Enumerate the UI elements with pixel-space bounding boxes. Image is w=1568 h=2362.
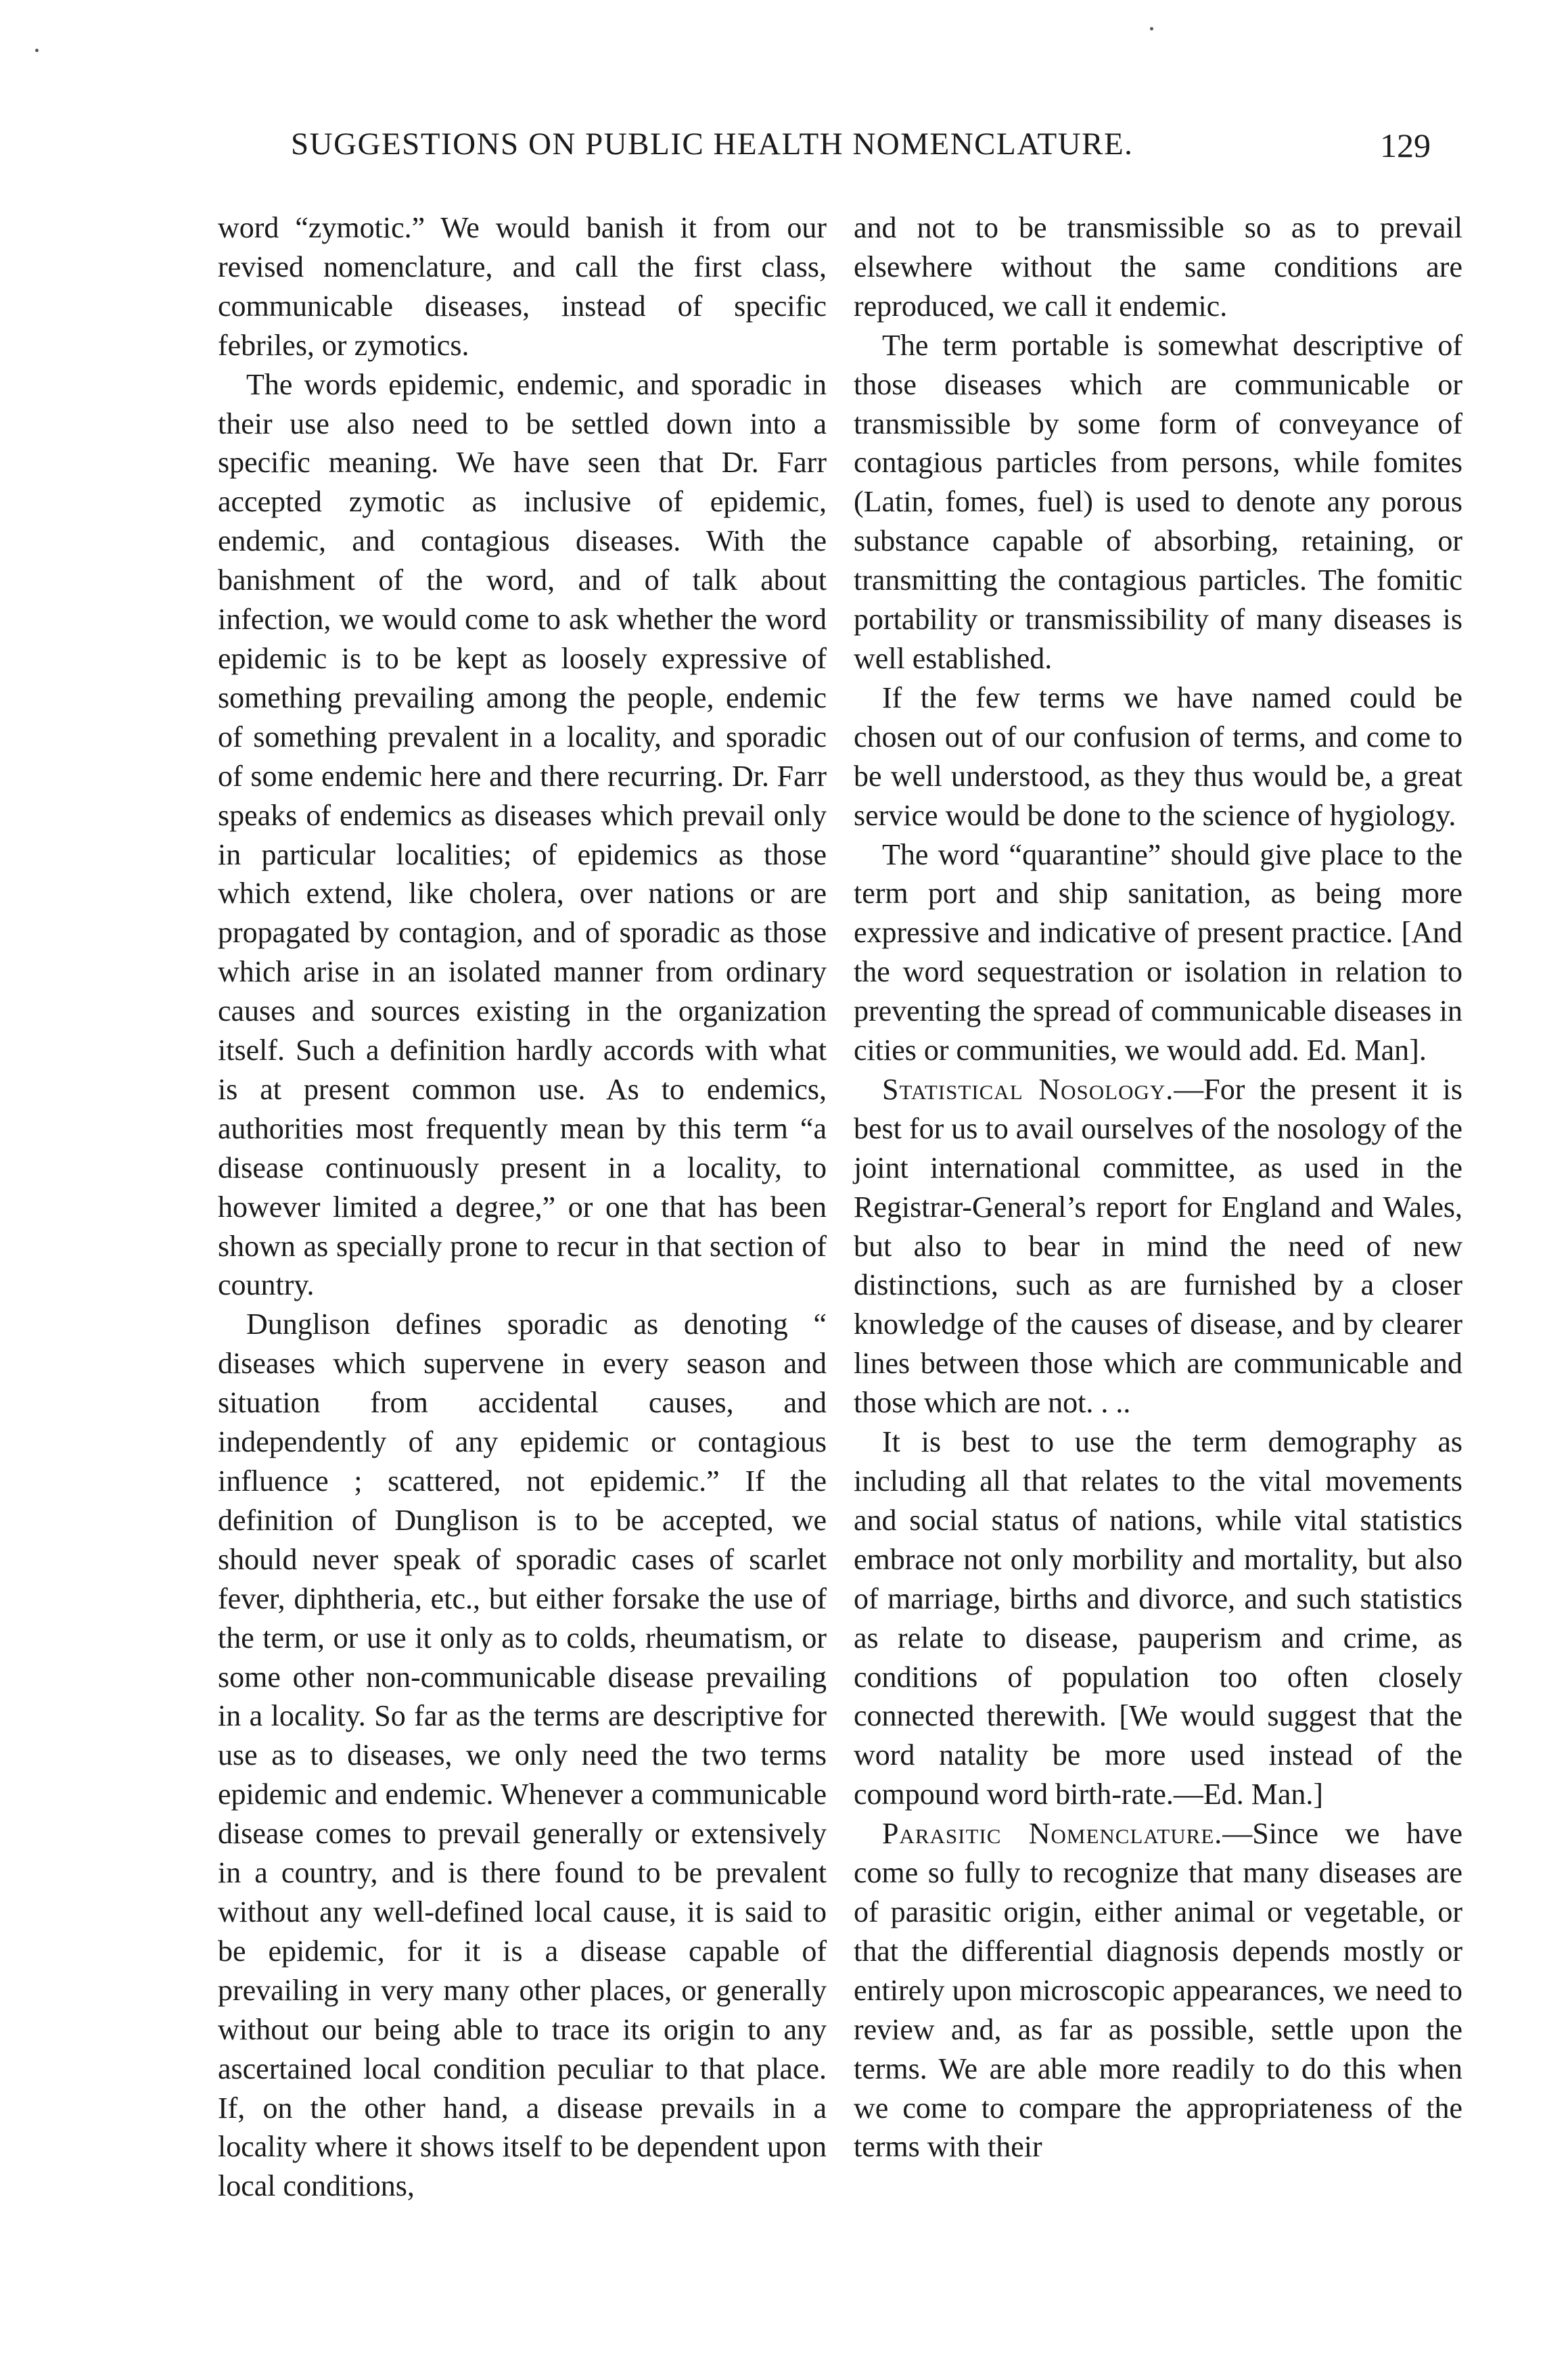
section-heading: Statistical Nosology. xyxy=(882,1072,1174,1106)
right-column xyxy=(854,208,1462,2167)
section-heading: Parasitic Nomenclature. xyxy=(882,1817,1223,1851)
running-title: SUGGESTIONS ON PUBLIC HEALTH NOMENCLATURE. xyxy=(291,126,1134,162)
section-body: —Since we have come so fully to recognize that many diseases are of parasitic origin, either animal or vegetable, or that the differential diagnosis depends mostly or entirely upon microscopic appearances, we need to review and, as far as possible, settle upon the terms. We are able more readily to do this when we come to compare the appropriateness of the terms with their xyxy=(854,1817,1462,2164)
left-column xyxy=(218,208,827,2206)
scan-speck xyxy=(1150,27,1153,30)
page-number: 129 xyxy=(1380,126,1431,164)
scan-speck xyxy=(35,49,39,52)
section-body: —For the present it is best for us to avail ourselves of the nosology of the joint international committee, as used in the Registrar-General’s report for England and Wales, but also to bear in mind the need of new distinctions, such as are furnished by a closer knowledge of the causes of disease, and by clearer lines between those which are communicable and those which are not. . .. xyxy=(854,1072,1463,1420)
paragraph: word “zymotic.” We would banish it from our revised nomenclature, and call the first class, communicable diseases, instead of specific febriles, or zymotics. xyxy=(218,211,827,362)
section-paragraph xyxy=(854,1070,1462,1422)
paragraph: Dunglison defines sporadic as denoting “ diseases which supervene in every season and situation from accidental causes, and independently of any epidemic or contagious influence ; scattered, not epidemic.” If the definition of Dunglison is to be accepted, we should never speak of sporadic cases of scarlet fever, diphtheria, etc., but either forsake the use of the term, or use it only as to colds, rheumatism, or some other non-communicable disease prevailing in a locality. So far as the terms are descriptive for use as to diseases, we only need the two terms epidemic and endemic. Whenever a communicable disease comes to prevail generally or extensively in a country, and is there found to be prevalent without any well-defined local cause, it is said to be epidemic, for it is a disease capable of prevailing in very many other places, or generally without our being able to trace its origin to any ascertained local condition peculiar to that place. If, on the other hand, a disease prevails in a locality where it shows itself to be dependent upon local conditions, xyxy=(218,1307,827,2203)
paragraph: If the few terms we have named could be chosen out of our confusion of terms, and come to be well understood, as they thus would be, a great service would be done to the science of hygiology. xyxy=(854,680,1462,832)
paragraph: and not to be transmissible so as to prevail elsewhere without the same conditions are reproduced, we call it endemic. xyxy=(854,211,1462,323)
section-paragraph xyxy=(854,1814,1462,2167)
paragraph: It is best to use the term demography as including all that relates to the vital movements and social status of nations, while vital statistics embrace not only morbility and mortality, but also of marriage, births and divorce, and such statistics as relate to disease, pauperism and crime, as conditions of population too often closely connected therewith. [We would suggest that the word natality be more used instead of the compound word birth-rate.—Ed. Man.] xyxy=(854,1425,1462,1811)
paragraph: The term portable is somewhat descriptive of those diseases which are communicable or transmissible by some form of conveyance of contagious particles from persons, while fomites (Latin, fomes, fuel) is used to denote any porous substance capable of absorbing, retaining, or transmitting the contagious particles. The fomitic portability or transmissibility of many diseases is well established. xyxy=(854,328,1462,675)
paragraph: The word “quarantine” should give place to the term port and ship sanitation, as being more expressive and indicative of present practice. [And the word sequestration or isolation in relation to preventing the spread of communicable diseases in cities or communities, we would add. Ed. Man]. xyxy=(854,837,1462,1067)
paragraph: The words epidemic, endemic, and sporadic in their use also need to be settled down into a specific meaning. We have seen that Dr. Farr accepted zymotic as inclusive of epidemic, endemic, and contagious diseases. With the banishment of the word, and of talk about infection, we would come to ask whether the word epidemic is to be kept as loosely expressive of something prevailing among the people, endemic of something prevalent in a locality, and sporadic of some endemic here and there recurring. Dr. Farr speaks of endemics as diseases which prevail only in particular localities; of epidemics as those which extend, like cholera, over nations or are propagated by contagion, and of sporadic as those which arise in an isolated manner from ordinary causes and sources existing in the organization itself. Such a definition hardly accords with what is at present common use. As to endemics, authorities most frequently mean by this term “a disease continuously present in a locality, to however limited a degree,” or one that has been shown as specially prone to recur in that section of country. xyxy=(218,367,827,1302)
